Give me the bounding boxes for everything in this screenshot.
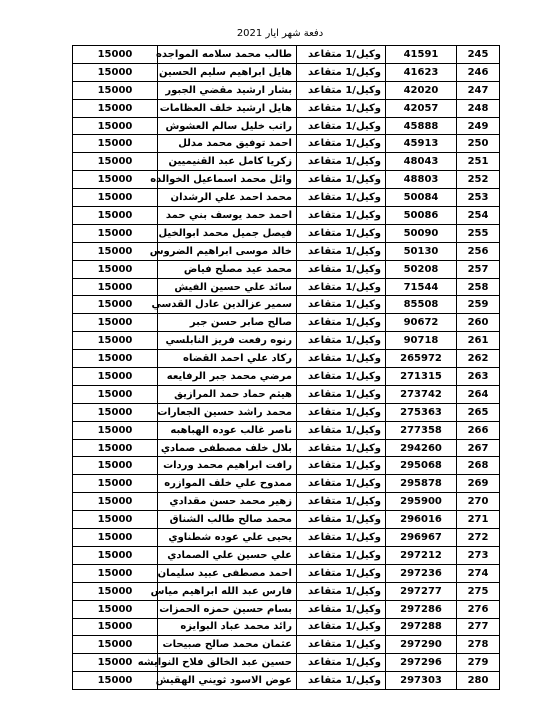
table-row: [73, 153, 500, 171]
row-number-cell: 274: [457, 564, 500, 582]
amount-cell: 15000: [73, 99, 158, 117]
table-row: [73, 117, 500, 135]
table-row: [73, 511, 500, 529]
table-row: [73, 207, 500, 225]
amount-cell: 15000: [73, 350, 158, 368]
amount-cell: 15000: [73, 421, 158, 439]
row-number-cell: 248: [457, 99, 500, 117]
military-id-cell: 85508: [386, 296, 457, 314]
row-number-cell: 264: [457, 385, 500, 403]
amount-cell: 15000: [73, 493, 158, 511]
amount-cell: 15000: [73, 63, 158, 81]
name-cell: محمد عيد مصلح فياض: [158, 260, 297, 278]
name-cell: محمد راشد حسين الجعارات: [158, 403, 297, 421]
military-id-cell: 50090: [386, 224, 457, 242]
military-id-cell: 297290: [386, 636, 457, 654]
military-id-cell: 41623: [386, 63, 457, 81]
table-row: [73, 439, 500, 457]
rank-cell: وكيل/1 متقاعد: [297, 511, 386, 529]
table-row: [73, 242, 500, 260]
name-cell: رنوه رفعت فريز النابلسي: [158, 332, 297, 350]
name-cell: هيثم حماد حمد المرازيق: [158, 385, 297, 403]
row-number-cell: 278: [457, 636, 500, 654]
table-row: [73, 564, 500, 582]
name-cell: فارس عبد الله ابراهيم مياس: [158, 582, 297, 600]
name-cell: عثمان محمد صالح صبيحات: [158, 636, 297, 654]
amount-cell: 15000: [73, 81, 158, 99]
name-cell: هايل ابراهيم سليم الحسين: [158, 63, 297, 81]
rank-cell: وكيل/1 متقاعد: [297, 153, 386, 171]
amount-cell: 15000: [73, 224, 158, 242]
rank-cell: وكيل/1 متقاعد: [297, 117, 386, 135]
military-id-cell: 295068: [386, 457, 457, 475]
amount-cell: 15000: [73, 153, 158, 171]
name-cell: علي حسين علي الصمادي: [158, 546, 297, 564]
table-row: [73, 99, 500, 117]
row-number-cell: 253: [457, 189, 500, 207]
table-row: [73, 135, 500, 153]
military-id-cell: 277358: [386, 421, 457, 439]
name-cell: زكريا كامل عبد القنيميين: [158, 153, 297, 171]
name-cell: بشار ارشيد مقضي الجبور: [158, 81, 297, 99]
name-cell: خالد موسى ابراهيم الضروس: [158, 242, 297, 260]
amount-cell: 15000: [73, 368, 158, 386]
row-number-cell: 275: [457, 582, 500, 600]
amount-cell: 15000: [73, 296, 158, 314]
amount-cell: 15000: [73, 260, 158, 278]
amount-cell: 15000: [73, 457, 158, 475]
name-cell: بسام حسين حمزه الحمزات: [158, 600, 297, 618]
amount-cell: 15000: [73, 171, 158, 189]
table-row: [73, 296, 500, 314]
rank-cell: وكيل/1 متقاعد: [297, 278, 386, 296]
table-row: [73, 493, 500, 511]
table-row: [73, 421, 500, 439]
table-row: [73, 403, 500, 421]
military-id-cell: 50084: [386, 189, 457, 207]
name-cell: احمد توفيق محمد مدلل: [158, 135, 297, 153]
name-cell: بلال خلف مصطفى صمادي: [158, 439, 297, 457]
row-number-cell: 246: [457, 63, 500, 81]
amount-cell: 15000: [73, 511, 158, 529]
name-cell: سائد علي حسين الفيش: [158, 278, 297, 296]
rank-cell: وكيل/1 متقاعد: [297, 63, 386, 81]
amount-cell: 15000: [73, 46, 158, 64]
rank-cell: وكيل/1 متقاعد: [297, 224, 386, 242]
rank-cell: وكيل/1 متقاعد: [297, 672, 386, 690]
amount-cell: 15000: [73, 600, 158, 618]
name-cell: محمد صالح طالب الشناق: [158, 511, 297, 529]
row-number-cell: 262: [457, 350, 500, 368]
table-row: [73, 529, 500, 547]
row-number-cell: 245: [457, 46, 500, 64]
table-row: [73, 314, 500, 332]
rank-cell: وكيل/1 متقاعد: [297, 385, 386, 403]
row-number-cell: 260: [457, 314, 500, 332]
amount-cell: 15000: [73, 654, 158, 672]
name-cell: يحيى علي عوده شطناوي: [158, 529, 297, 547]
military-id-cell: 295900: [386, 493, 457, 511]
row-number-cell: 254: [457, 207, 500, 225]
military-id-cell: 273742: [386, 385, 457, 403]
name-cell: عوض الاسود ثويني الهقيش: [158, 672, 297, 690]
row-number-cell: 280: [457, 672, 500, 690]
amount-cell: 15000: [73, 135, 158, 153]
rank-cell: وكيل/1 متقاعد: [297, 582, 386, 600]
row-number-cell: 249: [457, 117, 500, 135]
rank-cell: وكيل/1 متقاعد: [297, 260, 386, 278]
name-cell: هايل ارشيد خلف العظامات: [158, 99, 297, 117]
row-number-cell: 267: [457, 439, 500, 457]
row-number-cell: 261: [457, 332, 500, 350]
military-id-cell: 50208: [386, 260, 457, 278]
table-row: [73, 600, 500, 618]
rank-cell: وكيل/1 متقاعد: [297, 207, 386, 225]
table-row: [73, 81, 500, 99]
rank-cell: وكيل/1 متقاعد: [297, 99, 386, 117]
table-row: [73, 457, 500, 475]
row-number-cell: 266: [457, 421, 500, 439]
military-id-cell: 50130: [386, 242, 457, 260]
amount-cell: 15000: [73, 207, 158, 225]
rank-cell: وكيل/1 متقاعد: [297, 529, 386, 547]
name-cell: محمد احمد علي الرشدان: [158, 189, 297, 207]
military-id-cell: 275363: [386, 403, 457, 421]
row-number-cell: 247: [457, 81, 500, 99]
military-id-cell: 42057: [386, 99, 457, 117]
name-cell: صالح صابر حسن جبر: [158, 314, 297, 332]
rank-cell: وكيل/1 متقاعد: [297, 636, 386, 654]
amount-cell: 15000: [73, 385, 158, 403]
table-row: [73, 63, 500, 81]
table-row: [73, 332, 500, 350]
name-cell: مرضي محمد جبر الرفايعه: [158, 368, 297, 386]
rank-cell: وكيل/1 متقاعد: [297, 135, 386, 153]
military-id-cell: 48803: [386, 171, 457, 189]
table-row: [73, 260, 500, 278]
name-cell: رائد محمد عباد البوايزه: [158, 618, 297, 636]
rank-cell: وكيل/1 متقاعد: [297, 475, 386, 493]
page-title: دفعة شهر ايار 2021: [236, 28, 324, 39]
row-number-cell: 257: [457, 260, 500, 278]
name-cell: احمد مصطفى عبيد سليمان: [158, 564, 297, 582]
rank-cell: وكيل/1 متقاعد: [297, 618, 386, 636]
rank-cell: وكيل/1 متقاعد: [297, 46, 386, 64]
military-id-cell: 48043: [386, 153, 457, 171]
rank-cell: وكيل/1 متقاعد: [297, 493, 386, 511]
rank-cell: وكيل/1 متقاعد: [297, 654, 386, 672]
rank-cell: وكيل/1 متقاعد: [297, 189, 386, 207]
row-number-cell: 279: [457, 654, 500, 672]
rank-cell: وكيل/1 متقاعد: [297, 242, 386, 260]
military-id-cell: 294260: [386, 439, 457, 457]
row-number-cell: 272: [457, 529, 500, 547]
rank-cell: وكيل/1 متقاعد: [297, 421, 386, 439]
amount-cell: 15000: [73, 242, 158, 260]
rank-cell: وكيل/1 متقاعد: [297, 350, 386, 368]
military-id-cell: 297277: [386, 582, 457, 600]
row-number-cell: 276: [457, 600, 500, 618]
military-id-cell: 296016: [386, 511, 457, 529]
military-id-cell: 297303: [386, 672, 457, 690]
amount-cell: 15000: [73, 475, 158, 493]
amount-cell: 15000: [73, 618, 158, 636]
military-id-cell: 42020: [386, 81, 457, 99]
row-number-cell: 268: [457, 457, 500, 475]
amount-cell: 15000: [73, 672, 158, 690]
name-cell: ممدوح علي خلف الموازره: [158, 475, 297, 493]
rank-cell: وكيل/1 متقاعد: [297, 171, 386, 189]
row-number-cell: 273: [457, 546, 500, 564]
row-number-cell: 259: [457, 296, 500, 314]
amount-cell: 15000: [73, 439, 158, 457]
amount-cell: 15000: [73, 403, 158, 421]
name-cell: راتب خليل سالم العشوش: [158, 117, 297, 135]
rank-cell: وكيل/1 متقاعد: [297, 332, 386, 350]
amount-cell: 15000: [73, 278, 158, 296]
rank-cell: وكيل/1 متقاعد: [297, 546, 386, 564]
military-id-cell: 90672: [386, 314, 457, 332]
amount-cell: 15000: [73, 332, 158, 350]
military-id-cell: 295878: [386, 475, 457, 493]
rank-cell: وكيل/1 متقاعد: [297, 314, 386, 332]
name-cell: رافت ابراهيم محمد وردات: [158, 457, 297, 475]
military-id-cell: 90718: [386, 332, 457, 350]
military-id-cell: 41591: [386, 46, 457, 64]
payment-table: [72, 45, 500, 690]
table-row: [73, 385, 500, 403]
military-id-cell: 297288: [386, 618, 457, 636]
rank-cell: وكيل/1 متقاعد: [297, 368, 386, 386]
rank-cell: وكيل/1 متقاعد: [297, 439, 386, 457]
amount-cell: 15000: [73, 636, 158, 654]
military-id-cell: 45913: [386, 135, 457, 153]
rank-cell: وكيل/1 متقاعد: [297, 600, 386, 618]
row-number-cell: 263: [457, 368, 500, 386]
amount-cell: 15000: [73, 529, 158, 547]
table-row: [73, 46, 500, 64]
name-cell: طالب محمد سلامه المواجده: [158, 46, 297, 64]
name-cell: ركاد علي احمد القضاه: [158, 350, 297, 368]
table-row: [73, 582, 500, 600]
table-row: [73, 171, 500, 189]
row-number-cell: 252: [457, 171, 500, 189]
amount-cell: 15000: [73, 582, 158, 600]
name-cell: حسين عبد الخالق فلاح النوايشه: [158, 654, 297, 672]
table-row: [73, 654, 500, 672]
table-row: [73, 189, 500, 207]
name-cell: ناصر غالب عوده الهباهبه: [158, 421, 297, 439]
amount-cell: 15000: [73, 564, 158, 582]
amount-cell: 15000: [73, 314, 158, 332]
row-number-cell: 250: [457, 135, 500, 153]
military-id-cell: 271315: [386, 368, 457, 386]
row-number-cell: 269: [457, 475, 500, 493]
military-id-cell: 296967: [386, 529, 457, 547]
row-number-cell: 277: [457, 618, 500, 636]
table-row: [73, 350, 500, 368]
rank-cell: وكيل/1 متقاعد: [297, 403, 386, 421]
military-id-cell: 297212: [386, 546, 457, 564]
name-cell: احمد حمد يوسف بني حمد: [158, 207, 297, 225]
row-number-cell: 256: [457, 242, 500, 260]
rank-cell: وكيل/1 متقاعد: [297, 564, 386, 582]
military-id-cell: 297296: [386, 654, 457, 672]
table-row: [73, 546, 500, 564]
rank-cell: وكيل/1 متقاعد: [297, 296, 386, 314]
military-id-cell: 71544: [386, 278, 457, 296]
amount-cell: 15000: [73, 117, 158, 135]
rank-cell: وكيل/1 متقاعد: [297, 81, 386, 99]
name-cell: فيصل جميل محمد ابوالخيل: [158, 224, 297, 242]
amount-cell: 15000: [73, 546, 158, 564]
military-id-cell: 45888: [386, 117, 457, 135]
table-row: [73, 278, 500, 296]
row-number-cell: 255: [457, 224, 500, 242]
table-row: [73, 636, 500, 654]
table-row: [73, 618, 500, 636]
table-body: [73, 46, 500, 690]
row-number-cell: 251: [457, 153, 500, 171]
table-row: [73, 224, 500, 242]
military-id-cell: 50086: [386, 207, 457, 225]
rank-cell: وكيل/1 متقاعد: [297, 457, 386, 475]
table-row: [73, 368, 500, 386]
table-row: [73, 672, 500, 690]
military-id-cell: 297236: [386, 564, 457, 582]
military-id-cell: 297286: [386, 600, 457, 618]
name-cell: وائل محمد اسماعيل الخوالده: [158, 171, 297, 189]
row-number-cell: 258: [457, 278, 500, 296]
row-number-cell: 271: [457, 511, 500, 529]
name-cell: زهير محمد حسن مقدادي: [158, 493, 297, 511]
table-row: [73, 475, 500, 493]
name-cell: سمير عزالدين عادل القدسي: [158, 296, 297, 314]
military-id-cell: 265972: [386, 350, 457, 368]
amount-cell: 15000: [73, 189, 158, 207]
row-number-cell: 270: [457, 493, 500, 511]
row-number-cell: 265: [457, 403, 500, 421]
